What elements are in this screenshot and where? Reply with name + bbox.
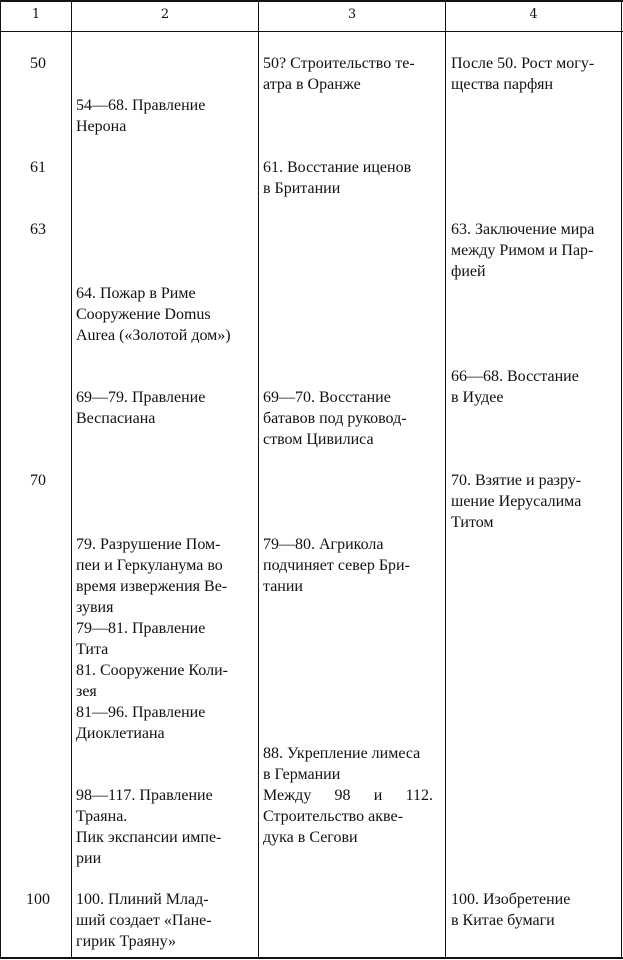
column-header-2: 2 [160,7,170,22]
table-bottom-border [0,957,623,959]
event-rome-fire: 64. Пожар в Риме Сооружение Domus Aurea («Золотой дом») [76,285,231,344]
event-vespasian: 69—79. Правление Веспасиана [76,389,206,427]
segovia-date-line: Между 98 и 112. [263,787,433,804]
table-left-border [0,0,1,959]
column-divider-2 [258,0,259,959]
event-iceni-revolt: 61. Восстание иценов в Британии [263,159,412,197]
event-trajan: 98—117. Правление Траяна. Пик экспансии импе- рии [76,787,222,867]
event-agricola: 79—80. Агрикола подчиняет север Бри- тании [263,536,410,595]
event-paper-china: 100. Изобретение в Китае бумаги [451,891,571,929]
header-bottom-border [0,31,623,32]
event-judea-revolt: 66—68. Восстание в Иудее [451,368,579,406]
event-parthia-rise: После 50. Рост могу- щества парфян [451,55,595,93]
year-70: 70 [30,472,46,489]
event-orange-theatre: 50? Строительство те- атра в Оранже [263,55,415,93]
table-top-border [0,0,623,2]
table-right-border [621,0,622,959]
event-nero: 54—68. Правление Нерона [76,97,206,135]
column-header-4: 4 [529,7,538,22]
year-63: 63 [30,221,46,238]
event-limes-segovia: 88. Укрепление лимеса в Германии Между 98 и 112. Строительство акве- дука в Сегови [263,745,433,846]
column-header-3: 3 [347,7,357,22]
column-header-1: 1 [31,7,41,22]
year-50: 50 [30,55,46,72]
column-divider-3 [445,0,446,959]
event-peace-parthia: 63. Заключение мира между Римом и Пар- фией [451,221,595,280]
event-jerusalem: 70. Взятие и разру- шение Иерусалима Титом [451,472,582,531]
year-100: 100 [26,891,50,908]
year-61: 61 [30,159,46,176]
event-pliny: 100. Плиний Млад- ший создает «Пане- гирик Траяну» [76,891,212,950]
event-batavi-revolt: 69—70. Восстание батавов под руковод- ством Цивилиса [263,389,407,448]
event-pompeii: 79. Разрушение Пом- пеи и Геркуланума во время извержения Ве- зувия 79—81. Правление Тита 81. Сооружение Коли- зея 81—96. Правление Диоклетиана [76,536,228,742]
